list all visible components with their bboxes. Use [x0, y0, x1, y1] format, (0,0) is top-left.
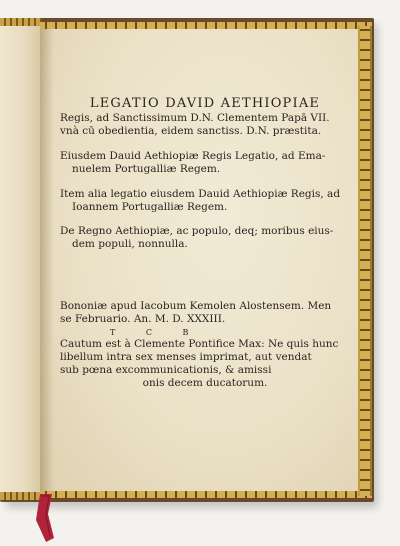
privilege-block	[60, 338, 350, 391]
title-page	[40, 24, 372, 496]
imprint-line-1: Bononiæ apud Iacobum Kemolen Alostensem. Men	[60, 300, 332, 312]
signature-marks: T C B	[110, 328, 203, 337]
privilege-line-2: libellum intra sex menses imprimat, aut vendat	[60, 351, 312, 364]
fourth-line-1: De Regno Aethiopiæ, ac populo, deq; moribus eius-	[60, 225, 334, 237]
left-page-top-border	[0, 18, 42, 26]
fourth-line-2: dem populi, nonnulla.	[72, 238, 188, 251]
page-gutter-shadow	[40, 24, 54, 496]
third-line-2: Ioannem Portugalliæ Regem.	[72, 201, 228, 214]
greek-key-border-right	[358, 26, 372, 496]
privilege-line-4: onis decem ducatorum.	[142, 377, 268, 390]
greek-key-border-bottom	[40, 491, 372, 498]
privilege-line-1: Cautum est à Clemente Pontifice Max: Ne quis hunc	[60, 338, 339, 350]
fourth-block	[60, 225, 350, 251]
second-line-2: nuelem Portugalliæ Regem.	[72, 163, 221, 176]
privilege-line-3: sub pœna excommunicationis, & amissi	[60, 364, 272, 377]
title-line-2: Regis, ad Sanctissimum D.N. Clementem Papā VII.	[60, 112, 330, 125]
second-block	[60, 150, 350, 176]
title-heading: LEGATIO DAVID AETHIOPIAE	[89, 96, 321, 111]
imprint-line-2: se Februario. An. M. D. XXXIII.	[60, 313, 226, 326]
third-block	[60, 188, 350, 214]
bookmark-ribbon	[22, 494, 66, 542]
imprint-block	[60, 300, 350, 326]
title-block	[60, 96, 350, 139]
title-line-3: vnà cū obedientia, eidem sanctiss. D.N. præstita.	[60, 125, 322, 138]
greek-key-border-top	[40, 22, 372, 29]
second-line-1: Eiusdem Dauid Aethiopiæ Regis Legatio, ad Ema-	[60, 150, 326, 162]
third-line-1: Item alia legatio eiusdem Dauid Aethiopiæ Regis, ad	[60, 188, 341, 200]
left-page	[0, 22, 41, 496]
